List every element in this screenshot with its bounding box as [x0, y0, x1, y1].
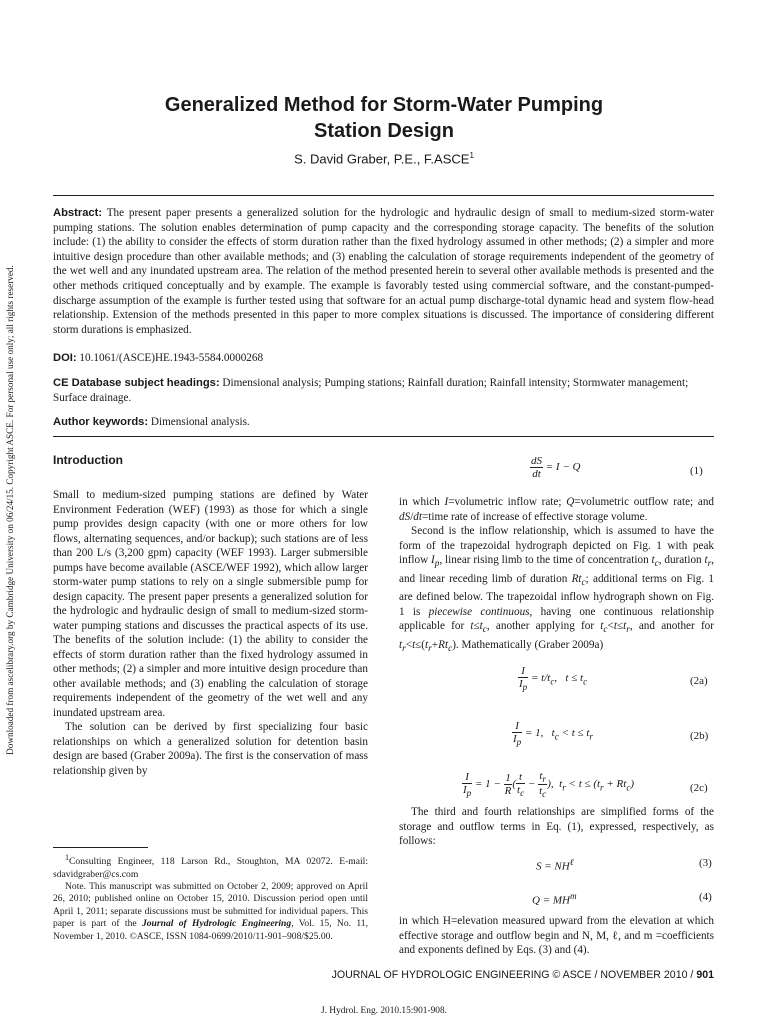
- intro-paragraph-2: The solution can be derived by first specializing four basic relationships on which a generalized solution for detention basin design are based (Graber 2009a). The first is the conservation of mass relationship given by: [53, 721, 368, 777]
- download-notice-text: Downloaded from ascelibrary.org by Cambridge University on 06/24/15. Copyright ASCE. For personal use only; all rights reserved.: [5, 265, 15, 755]
- top-rule: [53, 195, 714, 196]
- left-column: [53, 488, 368, 778]
- equation-4-number: (4): [699, 891, 712, 903]
- paper-title: [0, 92, 768, 144]
- equation-2c: $\frac{I}{I_p}$ = 1 − $\frac{1}{R}$ ( $\frac{t}{t_c}$ − $\frac{t_r}{t_c}$ ), $t_r < t \le (t_r + Rt_c)$: [463, 770, 635, 800]
- author-keywords-value: Dimensional analysis.: [150, 416, 250, 428]
- author-affiliation-mark: 1: [469, 151, 474, 160]
- doi-value: 10.1061/(ASCE)HE.1943-5584.0000268: [79, 352, 264, 364]
- equation-1: $\frac{dS}{dt}$ = I − Q: [531, 455, 581, 480]
- subject-headings-label: CE Database subject headings:: [53, 377, 220, 389]
- mass-relation-definitions: in which I=volumetric inflow rate; Q=volumetric outflow rate; and dS/dt=time rate of increase of effective storage volume.: [399, 496, 715, 523]
- right-column-bottom: [399, 914, 714, 958]
- footnotes: [53, 852, 368, 943]
- doi-label: DOI:: [53, 352, 77, 364]
- doi-line: [53, 351, 714, 366]
- equation-1-number: (1): [690, 465, 703, 477]
- journal-footer-text: JOURNAL OF HYDROLOGIC ENGINEERING © ASCE / NOVEMBER 2010 /: [331, 969, 697, 981]
- author-keywords-label: Author keywords:: [53, 416, 149, 428]
- title-line-1: Generalized Method for Storm-Water Pumping: [164, 94, 604, 116]
- author-line: [0, 151, 768, 166]
- storage-outflow-paragraph: The third and fourth relationships are simplified forms of the storage and outflow terms in Eq. (1), expressed, respectively, as follows:: [399, 806, 714, 847]
- journal-footer: [300, 969, 714, 981]
- equation-3: $S = NH^\ell$: [536, 857, 574, 873]
- subject-headings-value: Dimensional analysis; Pumping stations; Rainfall duration; Rainfall intensity; Stormwater management; Surface drainage.: [53, 377, 689, 404]
- footnote-affiliation: [53, 852, 368, 881]
- footnote-note-text: Note. This manuscript was submitted on October 2, 2009; approved on April 26, 2010; published online on October 15, 2010. Discussion period open until April 1, 2011; separate discussions must be submitted for individual papers. This paper is part of the: [53, 881, 368, 930]
- subject-headings: [53, 376, 714, 405]
- title-line-2: Station Design: [313, 120, 454, 142]
- equation-4: $Q = MH^m$: [532, 891, 577, 907]
- equation-2c-number: (2c): [690, 782, 708, 794]
- right-column-middle: [399, 805, 714, 849]
- footnote-journal-name: Journal of Hydrologic Engineering: [141, 918, 292, 930]
- footnote-rule: [53, 847, 148, 848]
- section-heading-introduction: Introduction: [53, 453, 123, 467]
- inflow-relationship-paragraph: Second is the inflow relationship, which is assumed to have the form of the trapezoidal hydrograph depicted on Fig. 1 with peak inflow $I_p$, linear rising limb to the time of concentration $t_c$, duration $t_r$, and linear receding limb of duration $Rt_c$; additional terms on Fig. 1 are defined below. The trapezoidal inflow hydrograph shown on Fig. 1 is piecewise continuous, having one continuous relationship applicable for $t\le t_c$, another applying for $t_c<t\le t_r$, and another for $t_r<t\le(t_r+Rt_c)$. Mathematically (Graber 2009a): [399, 525, 714, 655]
- coefficients-definition: in which H=elevation measured upward from the elevation at which effective storage and outflow begin and N, M, ℓ, and m =coefficients and exponents defined by Eqs. (3) and (4).: [399, 915, 714, 956]
- abstract-bottom-rule: [53, 436, 714, 437]
- citation-line: J. Hydrol. Eng. 2010.15:901-908.: [320, 1006, 448, 1016]
- equation-2a: $\frac{I}{I_p}$ = $t/t_c$, $t \le t_c$: [519, 665, 588, 693]
- equation-3-number: (3): [699, 857, 712, 869]
- author-keywords: [53, 415, 714, 430]
- intro-paragraph-1: Small to medium-sized pumping stations are defined by Water Environment Federation (WEF) (1993) as those for which a single pump provides design capacity (with one or more others for low flows, alternating sequences, and/or backup); such stations are of less than 200 L/s (3,200 gpm) capacity (WEF 1993). Larger submersible pumps have become available (ASCE/WEF 1992), which allow larger storm-water pump stations to rely on a single submersible pump for design capacity. The present paper presents a generalized solution for the hydrologic and hydraulic design of small to medium-sized storm-water pumping stations and discusses the practical aspects of its use. The benefits of the solution include: (1) the ability to consider the effects of storm duration rather than the fixed hydrology assumed in other methods; (2) a simpler and more intuitive design procedure than other available methods; and (3) enabling the calculation of storage requirements independent of the geometry of the wet well and any inundated upstream area.: [53, 489, 368, 719]
- footnote-note-text-end: , Vol. 15, No. 11, November 1, 2010. ©ASCE, ISSN 1084-0699/2010/11-901–908/$25.00.: [53, 918, 369, 942]
- footnote-affiliation-text: Consulting Engineer, 118 Larson Rd., Stoughton, MA 02072. E-mail: sdavidgraber@cs.com: [53, 856, 368, 880]
- equation-2a-number: (2a): [690, 675, 708, 687]
- equation-2b-number: (2b): [690, 730, 709, 742]
- abstract-label: Abstract:: [53, 207, 103, 219]
- abstract-text: The present paper presents a generalized solution for the hydrologic and hydraulic design of small to medium-sized storm-water pumping stations. The solution enables determination of pump capacity and the corresponding storage capacity. The benefits of the solution include: (1) the ability to consider the effects of storm duration rather than the fixed hydrology assumed in other methods; (2) a simpler and more intuitive design procedure than other available methods; and (3) enabling the calculation of storage requirements independent of the geometry of the wet well and any inundated upstream area. The relation of the method presented herein to several other available methods is presented and the other methods critiqued conceptually and by example. The example is favorably tested using commercial software, and the constant-pumped-discharge assumption of the example is further tested using that software for an actual pump discharge-total dynamic head and system flow-head relationship. Extension of the methods presented in this paper to more complex situations is discussed. The importance of considering different storm durations is emphasized.: [53, 207, 714, 336]
- abstract: [53, 206, 714, 337]
- page-number: 901: [696, 969, 714, 981]
- download-notice: [0, 230, 16, 790]
- right-column-top: [399, 495, 714, 657]
- footnote-mark: 1: [65, 853, 69, 862]
- equation-2b: $\frac{I}{I_p}$ = 1, $t_c < t \le t_r$: [513, 720, 593, 748]
- author-name: S. David Graber, P.E., F.ASCE: [294, 151, 470, 167]
- footnote-note: [53, 881, 368, 943]
